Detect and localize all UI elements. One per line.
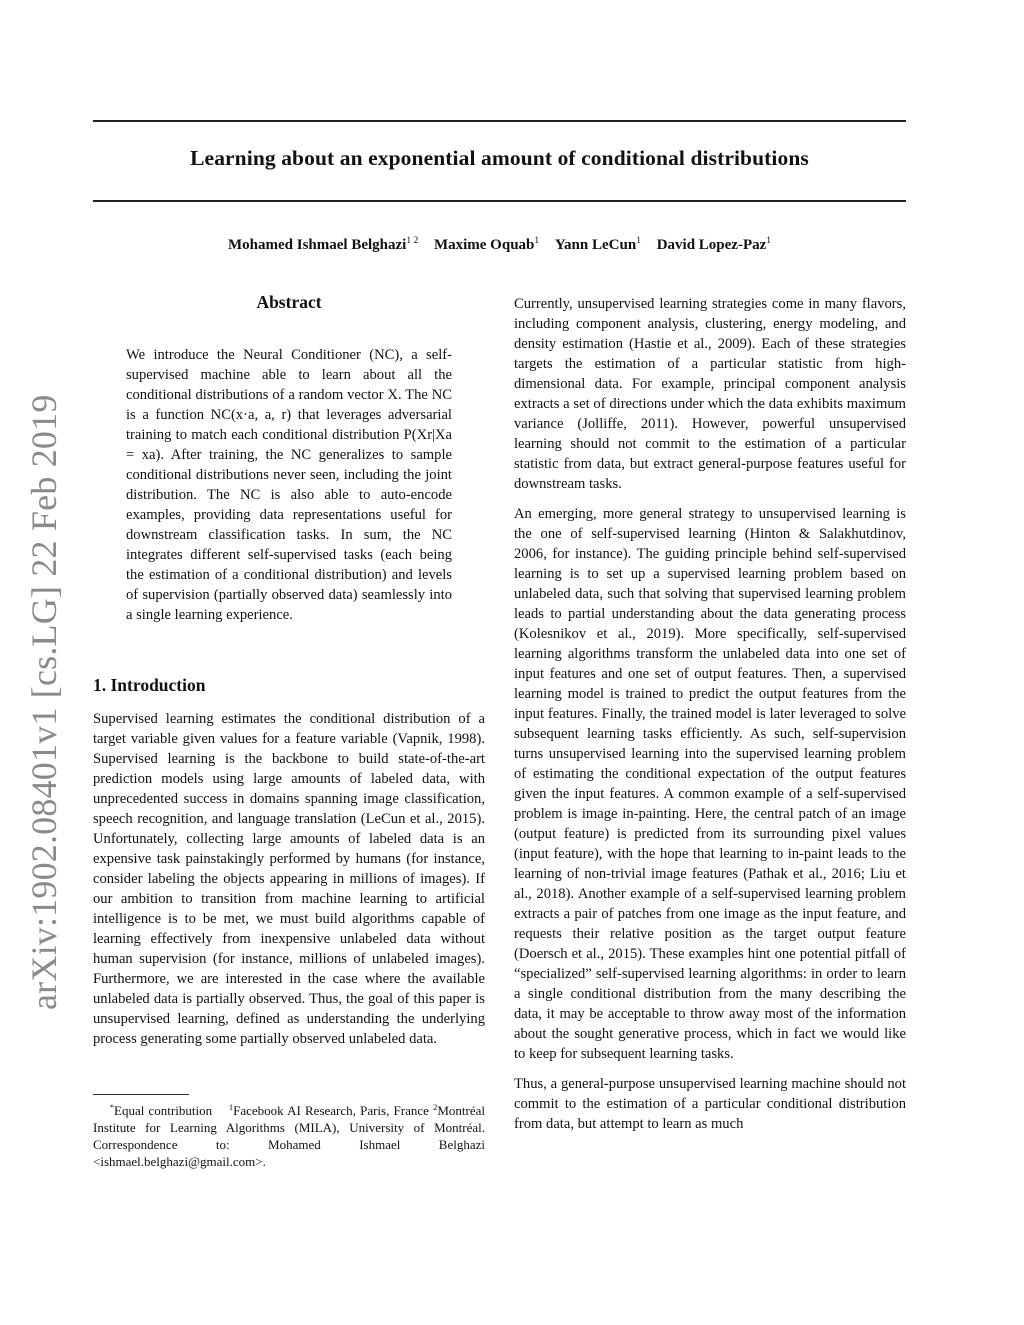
author-4 <box>657 237 771 253</box>
intro-paragraph: Supervised learning estimates the conditional distribution of a target variable given values for a feature variable (Vapnik, 1998). Supervised learning is the backbone to build state-of-the-art prediction models using large amounts of labeled data, with unprecedented success in domains spanning image classification, speech recognition, and language translation (LeCun et al., 2015). Unfortunately, collecting large amounts of labeled data is an expensive task painstakingly performed by humans (for instance, consider labeling the objects appearing in millions of images). If our ambition to transition from machine learning to artificial intelligence is to be met, we must build algorithms capable of learning effectively from inexpensive unlabeled data without human supervision (for instance, millions of unlabeled images). Furthermore, we are interested in the case where the available unlabeled data is partially observed. Thus, the goal of this paper is unsupervised learning, defined as understanding the underlying process generating some partially observed unlabeled data. <box>93 711 485 1047</box>
right-paragraph: Currently, unsupervised learning strategies come in many flavors, including component analysis, clustering, energy modeling, and density estimation (Hastie et al., 2009). Each of these strategies targets the estimation of a particular statistic from high-dimensional data. For example, principal component analysis extracts a set of directions under which the data exhibits maximum variance (Jolliffe, 2011). However, powerful unsupervised learning should not commit to the estimation of a particular statistic from data, but extract general-purpose features useful for downstream tasks. <box>514 296 906 492</box>
author-name: David Lopez-Paz <box>656 237 767 253</box>
title-bottom-rule <box>93 200 906 202</box>
introduction-text <box>93 709 485 1049</box>
footnote-mark: * <box>109 1102 115 1112</box>
author-affiliation: 1 <box>636 236 641 246</box>
abstract-text <box>126 330 452 639</box>
abstract-paragraph: We introduce the Neural Conditioner (NC), a self-supervised machine able to learn about all the conditional distributions of a random vector X. The NC is a function NC(x·a, a, r) that leverages adversarial training to match each conditional distribution P(Xr|Xa = xa). After training, the NC generalizes to sample conditional distributions never seen, including the joint distribution. The NC is also able to auto-encode examples, providing data representations useful for downstream classification tasks. In sum, the NC integrates different self-supervised tasks (each being the estimation of a conditional distribution) and levels of supervision (partially observed data) seamlessly into a single learning experience. <box>126 346 452 623</box>
author-affiliation: 1 2 <box>406 236 419 246</box>
footnote-mark: 1 <box>228 1102 234 1112</box>
footnote-equal: Equal contribution <box>114 1103 213 1118</box>
right-paragraph: An emerging, more general strategy to unsupervised learning is the one of self-supervised learning (Hinton & Salakhutdinov, 2006, for instance). The guiding principle behind self-supervised learning is to set up a supervised learning problem based on unlabeled data, such that solving that supervised learning problem leads to partial understanding about the data generating process (Kolesnikov et al., 2019). More specifically, self-supervised learning algorithms transform the unlabeled data into one set of input features and one set of output features. Then, a supervised learning model is trained to predict the output features from the input features. Finally, the trained model is later leveraged to solve subsequent learning tasks efficiently. As such, self-supervision turns unsupervised learning into the supervised learning problem of estimating the conditional expectation of the output features given the input features. A common example of a self-supervised problem is image in-painting. Here, the central patch of an image (output feature) is predicted from its surrounding pixel values (input feature), with the hope that learning to in-paint leads to the learning of non-trivial image features (Pathak et al., 2016; Liu et al., 2018). Another example of a self-supervised learning problem extracts a pair of patches from one image as the input feature, and requests their relative position as the target output feature (Doersch et al., 2015). These examples hint one potential pitfall of “specialized” self-supervised learning algorithms: in order to learn a single conditional distribution from the many describing the data, it may be acceptable to throw away most of the information about the sought generative process, which in fact we would like to keep for subsequent learning tasks. <box>514 506 906 1062</box>
right-column <box>514 294 906 1134</box>
footnote-rule <box>93 1094 189 1095</box>
footnote-mark: 2 <box>433 1102 438 1112</box>
title-top-rule <box>93 120 906 122</box>
right-paragraph: Thus, a general-purpose unsupervised learning machine should not commit to the estimation of a particular conditional distribution from data, but attempt to learn as much <box>514 1076 906 1132</box>
author-list <box>93 236 906 254</box>
author-1 <box>228 237 418 253</box>
abstract-heading: Abstract <box>256 292 322 312</box>
author-3 <box>555 237 641 253</box>
author-name: Yann LeCun <box>554 237 637 253</box>
author-2 <box>434 237 539 253</box>
arxiv-stamp: arXiv:1902.08401v1 [cs.LG] 22 Feb 2019 <box>24 394 64 1010</box>
author-affiliation: 1 <box>534 236 540 246</box>
author-affiliation: 1 <box>766 236 772 246</box>
footnote <box>93 1099 485 1170</box>
footnote-aff1: Facebook AI Research, Paris, France <box>233 1103 429 1118</box>
paper-title: Learning about an exponential amount of conditional distributions <box>190 146 809 170</box>
author-name: Maxime Oquab <box>433 237 535 253</box>
section-heading-introduction: 1. Introduction <box>93 675 206 695</box>
author-name: Mohamed Ishmael Belghazi <box>227 237 407 253</box>
footnote-aff2: Montréal Institute for Learning Algorithms (MILA), University of Montréal. Correspondence to: Mohamed Ishmael Belghazi <ishmael.belghazi@gmail.com>. <box>93 1103 486 1169</box>
